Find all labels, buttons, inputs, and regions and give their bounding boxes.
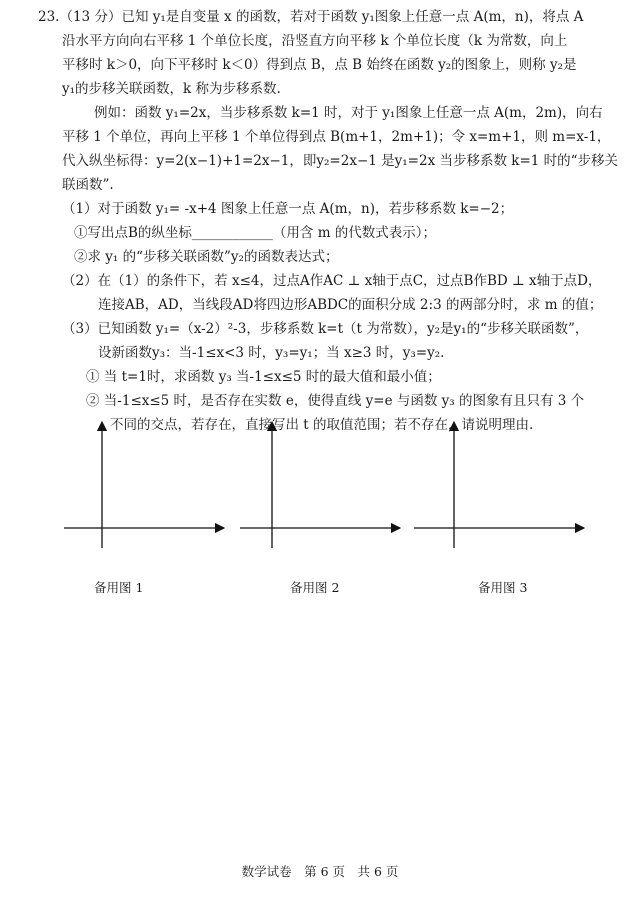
spare-axes-figure-1 xyxy=(60,418,230,553)
figure-caption-3: 备用图 3 xyxy=(478,580,528,595)
part3-line-4: ② 当-1≤x≤5 时，是否存在实数 e，使得直线 y=e 与函数 y₃ 的图象有且只有 3 个 xyxy=(86,393,585,409)
example-line-3: 代入纵坐标得：y=2(x−1)+1=2x−1，即y₂=2x−1 是y₁=2x 当步移系数 k=1 时的“步移关 xyxy=(62,153,619,169)
part3-line-2: 设新函数y₃：当-1≤x<3 时，y₃=y₁；当 x≥3 时，y₃=y₂. xyxy=(98,345,445,361)
part3-line-3: ① 当 t=1时，求函数 y₃ 当-1≤x≤5 时的最大值和最小值； xyxy=(86,369,441,385)
part2-line-2: 连接AB，AD，当线段AD将四边形ABDC的面积分成 2:3 的两部分时，求 m 的值； xyxy=(98,297,603,313)
example-line-2: 平移 1 个单位，再向上平移 1 个单位得到点 B(m+1，2m+1)；令 x=m+1，则 m=x-1， xyxy=(62,129,611,145)
example-line-1: 例如：函数 y₁=2x，当步移系数 k=1 时，对于 y₁图象上任意一点 A(m，2m)，向右 xyxy=(94,105,603,121)
problem-stem-line-3: 平移时 k＞0，向下平移时 k＜0）得到点 B，点 B 始终在函数 y₂的图象上，则称 y₂是 xyxy=(62,57,577,73)
page-footer: 数学试卷 第 6 页 共 6 页 xyxy=(241,864,399,879)
problem-stem-line-2: 沿水平方向向右平移 1 个单位长度，沿竖直方向平移 k 个单位长度（k 为常数，向上 xyxy=(62,33,568,49)
example-line-4: 联函数”. xyxy=(62,177,114,193)
part3-line-5: 不同的交点，若存在，直接写出 t 的取值范围；若不存在，请说明理由. xyxy=(110,417,534,433)
part3-line-1: （3）已知函数 y₁=（x-2）²-3，步移系数 k=t（t 为常数），y₂是y₁的“步移关联函数”， xyxy=(62,321,589,337)
spare-axes-figure-3 xyxy=(410,418,590,553)
part1-line-1: （1）对于函数 y₁= -x+4 图象上任意一点 A(m，n)，若步移系数 k=−2； xyxy=(62,201,514,217)
part2-line-1: （2）在（1）的条件下，若 x≤4，过点A作AC ⊥ x轴于点C，过点B作BD ⊥ x轴于点D， xyxy=(62,273,602,289)
problem-stem-line-1: 23.（13 分）已知 y₁是自变量 x 的函数，若对于函数 y₁图象上任意一点 A(m，n)，将点 A xyxy=(38,9,584,25)
part1-line-3: ②求 y₁ 的“步移关联函数”y₂的函数表达式； xyxy=(74,249,339,265)
spare-axes-figure-2 xyxy=(236,418,406,553)
figure-caption-2: 备用图 2 xyxy=(290,580,340,595)
part1-line-2: ①写出点B的纵坐标____________（用含 m 的代数式表示）； xyxy=(74,225,437,241)
problem-stem-line-4: y₁的步移关联函数，k 称为步移系数. xyxy=(62,81,281,97)
figure-caption-1: 备用图 1 xyxy=(94,580,144,595)
